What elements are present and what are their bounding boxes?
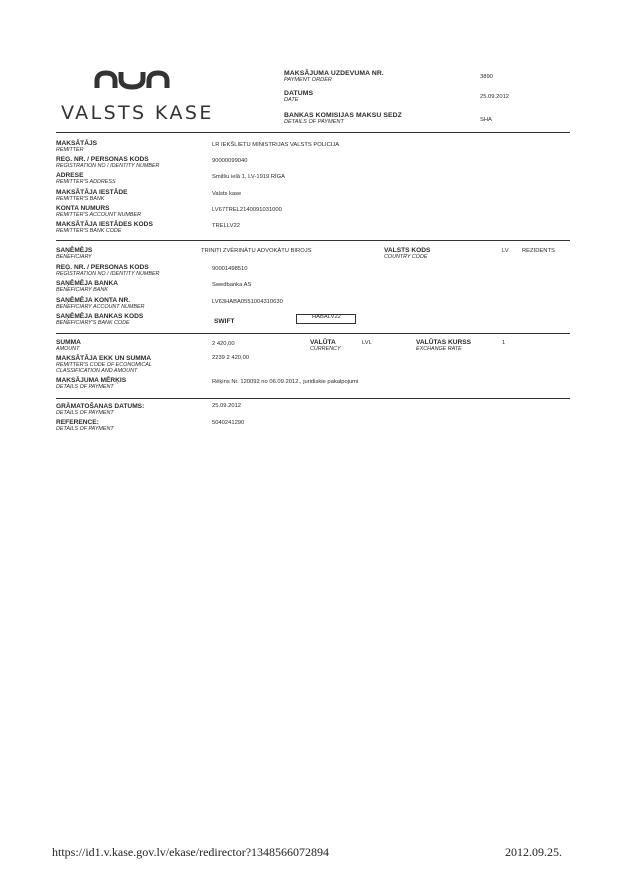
field-value: Valsts kase xyxy=(212,191,242,197)
field-sublabel: REGISTRATION NO / IDENTITY NUMBER xyxy=(56,271,160,277)
swift-label: SWIFT xyxy=(214,318,235,325)
ekk-sublabel: CLASSIFICATION AND AMOUNT xyxy=(56,368,138,374)
bank-fee-field xyxy=(284,112,402,126)
divider xyxy=(56,398,570,399)
field-label: SAŅĒMĒJA KONTA NR. xyxy=(56,297,131,304)
beneficiary-row xyxy=(56,280,118,293)
exchange-rate-label: VALŪTAS KURSS xyxy=(416,339,472,346)
field-sublabel: BENEFICIARY'S BANK CODE xyxy=(56,320,130,326)
remitter-row xyxy=(56,140,97,153)
date-value: 25.09.2012 xyxy=(480,94,510,100)
country-code-value: LV xyxy=(502,248,509,254)
booking-section xyxy=(56,403,570,437)
footer-url: https://id1.v.kase.gov.lv/ekase/redirector?1348566072894 xyxy=(52,845,330,859)
field-sublabel: REGISTRATION NO / IDENTITY NUMBER xyxy=(56,163,160,169)
booking-date-label: GRĀMATOŠANAS DATUMS: xyxy=(56,403,145,410)
field-value: LV67TREL2140091031000 xyxy=(212,207,282,213)
currency-sublabel: CURRENCY xyxy=(310,346,341,352)
ekk-label: MAKSĀTĀJA EKK UN SUMMA xyxy=(56,355,151,362)
exchange-rate-sublabel: EXCHANGE RATE xyxy=(416,346,462,352)
field-value: LV63HABA0551004310630 xyxy=(212,299,283,305)
reference-value: 5040241290 xyxy=(212,420,245,426)
field-sublabel: REMITTER'S BANK xyxy=(56,196,105,202)
field-sublabel: REMITTER'S ADDRESS xyxy=(56,179,116,185)
field-sublabel: BENEFICIARY BANK xyxy=(56,287,108,293)
field-value: 90001498510 xyxy=(212,266,248,272)
beneficiary-row xyxy=(56,313,143,326)
purpose-label: MAKSĀJUMA MĒRĶIS xyxy=(56,377,127,384)
beneficiary-row xyxy=(56,247,92,260)
date-label: DATUMS xyxy=(284,90,314,97)
field-sublabel: REMITTER'S BANK CODE xyxy=(56,228,122,234)
field-label: MAKSĀTĀJA IESTĀDE xyxy=(56,189,128,196)
payment-order-sublabel: PAYMENT ORDER xyxy=(284,77,332,83)
beneficiary-row xyxy=(56,264,159,277)
amount-field xyxy=(56,339,81,352)
field-label: SAŅĒMĒJS xyxy=(56,247,93,254)
beneficiary-row xyxy=(56,297,144,310)
country-code-label: VALSTS KODS xyxy=(384,247,431,254)
field-value: Smilšu ielā 1, LV-1919 RĪGA xyxy=(212,174,286,180)
remitter-row xyxy=(56,156,159,169)
field-value: TRINITI ZVĒRINĀTU ADVOKĀTU BIROJS xyxy=(201,248,312,254)
ekk-value: 2239 2 420,00 xyxy=(212,355,250,361)
amount-label: SUMMA xyxy=(56,339,81,346)
remitter-section xyxy=(56,140,570,240)
field-value: LR IEKŠLIETU MINISTRIJAS VALSTS POLICIJA xyxy=(212,142,340,148)
purpose-field xyxy=(56,377,126,390)
logo-text: VALSTS KASE xyxy=(61,102,214,124)
reference-sublabel: DETAILS OF PAYMENT xyxy=(56,426,114,432)
field-sublabel: REMITTER'S ACCOUNT NUMBER xyxy=(56,212,141,218)
remitter-row xyxy=(56,172,116,185)
field-sublabel: REMITTER xyxy=(56,147,84,153)
ekk-field xyxy=(56,355,152,374)
divider xyxy=(56,132,570,133)
field-label: SAŅĒMĒJA BANKAS KODS xyxy=(56,313,144,320)
field-sublabel: BENEFICIARY xyxy=(56,254,92,260)
purpose-sublabel: DETAILS OF PAYMENT xyxy=(56,384,114,390)
exchange-rate-field xyxy=(416,339,471,352)
currency-label: VALŪTA xyxy=(310,339,336,346)
payment-order-number: 3890 xyxy=(480,74,493,80)
booking-date-field xyxy=(56,403,144,416)
payment-order-label: MAKSĀJUMA UZDEVUMA NR. xyxy=(284,70,384,77)
field-label: MAKSĀTĀJS xyxy=(56,140,98,147)
exchange-rate-value: 1 xyxy=(502,340,506,346)
date-sublabel: DATE xyxy=(284,97,299,103)
divider xyxy=(56,333,570,334)
field-value: TRELLV22 xyxy=(212,223,240,229)
reference-label: REFERENCE: xyxy=(56,419,99,426)
date-field xyxy=(284,90,313,104)
divider xyxy=(56,240,570,241)
payment-order-field xyxy=(284,70,384,84)
amount-sublabel: AMOUNT xyxy=(56,346,80,352)
field-label: SAŅĒMĒJA BANKA xyxy=(56,280,119,287)
booking-date-value: 25.09.2012 xyxy=(212,403,242,409)
logo xyxy=(61,62,222,124)
remitter-row xyxy=(56,221,153,234)
remitter-row xyxy=(56,189,128,202)
reference-field xyxy=(56,419,114,432)
footer-date: 2012.09.25. xyxy=(505,845,562,859)
field-label: MAKSĀTĀJA IESTĀDES KODS xyxy=(56,221,153,228)
field-label: ADRESE xyxy=(56,172,84,179)
country-code-sublabel: COUNTRY CODE xyxy=(384,254,428,260)
bank-fee-sublabel: DETAILS OF PAYMENT xyxy=(284,119,344,125)
bank-fee-label: BANKAS KOMISIJAS MAKSU SEDZ xyxy=(284,112,402,119)
amount-value: 2 420,00 xyxy=(212,341,235,347)
currency-value: LVL xyxy=(362,340,372,346)
field-label: KONTA NUMURS xyxy=(56,205,110,212)
swift-value: HABALV22 xyxy=(312,314,341,320)
country-code-field xyxy=(384,247,430,260)
ekk-sublabel: REMITTER'S CODE OF ECONOMICAL xyxy=(56,362,152,368)
resident-status: REZIDENTS xyxy=(522,248,555,254)
field-label: REĢ. NR. / PERSONAS KODS xyxy=(56,264,149,271)
remitter-row xyxy=(56,205,141,218)
field-label: REĢ. NR. / PERSONAS KODS xyxy=(56,156,149,163)
valsts-kase-emblem-icon xyxy=(94,70,176,90)
field-sublabel: BENEFICIARY ACCOUNT NUMBER xyxy=(56,304,145,310)
field-value: Swedbanka AS xyxy=(212,282,252,288)
bank-fee-value: SHA xyxy=(480,117,492,123)
currency-field xyxy=(310,339,341,352)
payment-section xyxy=(56,339,570,395)
booking-date-sublabel: DETAILS OF PAYMENT xyxy=(56,410,114,416)
field-value: 90000099040 xyxy=(212,158,248,164)
purpose-value: Rēķins Nr. 120092 no 06.09.2012., juridiskie pakalpojumi xyxy=(212,379,359,385)
beneficiary-section xyxy=(56,247,570,333)
